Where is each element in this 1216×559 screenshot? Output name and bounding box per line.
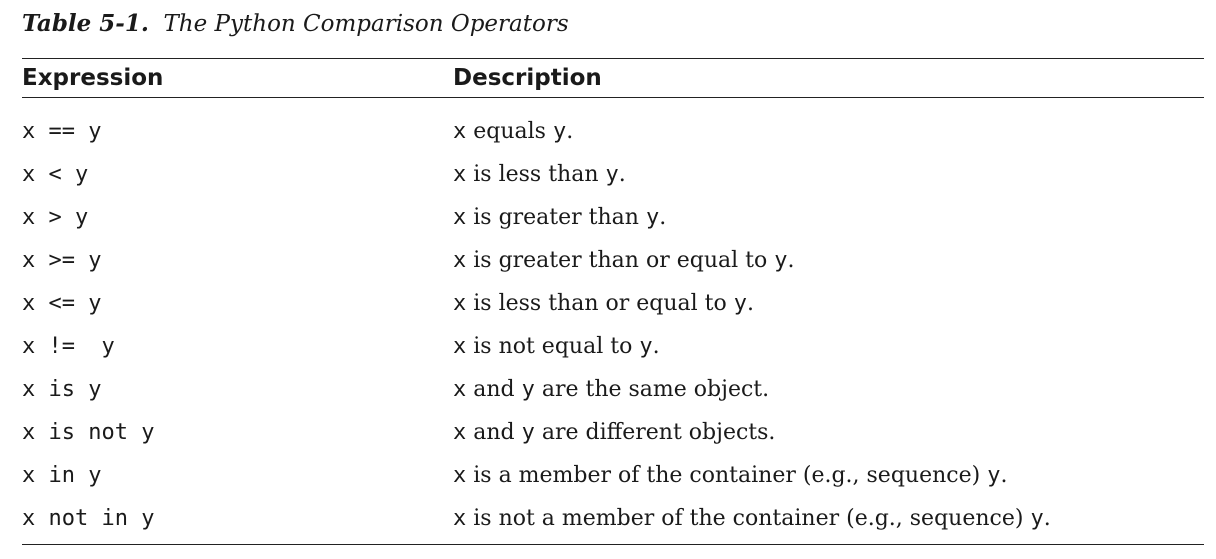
table-row bbox=[22, 155, 1204, 198]
expression-cell: x != y bbox=[22, 334, 115, 359]
description-cell: x and y are the same object. bbox=[453, 377, 770, 402]
table-row bbox=[22, 198, 1204, 241]
table-number: Table 5-1. bbox=[22, 10, 149, 37]
table-row bbox=[22, 241, 1204, 284]
description-cell: x equals y. bbox=[453, 119, 574, 144]
expression-cell: x < y bbox=[22, 162, 89, 187]
table-row bbox=[22, 112, 1204, 155]
expression-cell: x == y bbox=[22, 119, 102, 144]
table-header-rule bbox=[22, 97, 1204, 98]
description-cell: x is not a member of the container (e.g., sequence) y. bbox=[453, 506, 1051, 531]
table-body bbox=[22, 112, 1204, 542]
table-title: The Python Comparison Operators bbox=[163, 11, 569, 37]
expression-cell: x >= y bbox=[22, 248, 102, 273]
expression-cell: x <= y bbox=[22, 291, 102, 316]
table-row bbox=[22, 327, 1204, 370]
description-cell: x is greater than y. bbox=[453, 205, 667, 230]
description-cell: x is a member of the container (e.g., sequence) y. bbox=[453, 463, 1008, 488]
table-top-rule bbox=[22, 58, 1204, 59]
table-header-row bbox=[22, 61, 1204, 95]
header-expression: Expression bbox=[22, 65, 164, 91]
table-row bbox=[22, 284, 1204, 327]
description-cell: x is less than or equal to y. bbox=[453, 291, 754, 316]
table-caption bbox=[22, 10, 569, 37]
header-description: Description bbox=[453, 65, 602, 91]
expression-cell: x not in y bbox=[22, 506, 155, 531]
description-cell: x is greater than or equal to y. bbox=[453, 248, 795, 273]
expression-cell: x is y bbox=[22, 377, 102, 402]
expression-cell: x > y bbox=[22, 205, 89, 230]
description-cell: x is less than y. bbox=[453, 162, 626, 187]
table-row bbox=[22, 413, 1204, 456]
description-cell: x is not equal to y. bbox=[453, 334, 660, 359]
table-row bbox=[22, 370, 1204, 413]
table-row bbox=[22, 456, 1204, 499]
expression-cell: x is not y bbox=[22, 420, 155, 445]
table-row bbox=[22, 499, 1204, 542]
description-cell: x and y are different objects. bbox=[453, 420, 776, 445]
table-bottom-rule bbox=[22, 544, 1204, 545]
expression-cell: x in y bbox=[22, 463, 102, 488]
